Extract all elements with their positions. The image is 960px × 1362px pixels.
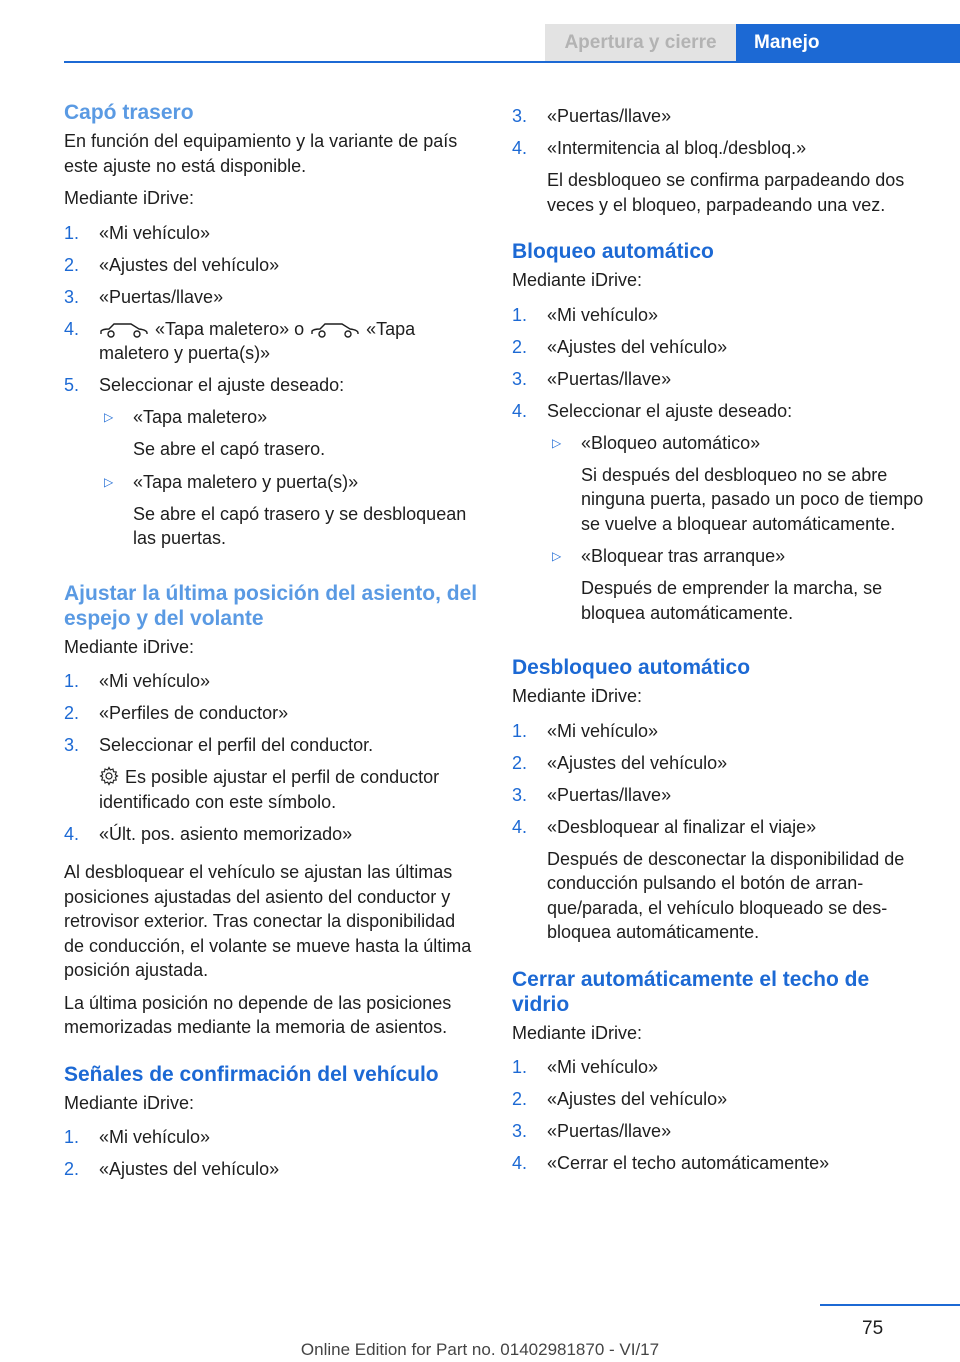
- option-label: «Bloqueo automático»: [581, 432, 761, 453]
- paragraph: Mediante iDrive:: [512, 1022, 643, 1043]
- list-item: [512, 719, 930, 744]
- list-item: [512, 136, 930, 217]
- item-number: 2.: [512, 1089, 528, 1109]
- bullet-item: [99, 470, 479, 551]
- item-number: 1.: [64, 671, 80, 691]
- section-title: Ajustar la última posición del asiento, del espejo y del volante: [64, 581, 478, 630]
- item-text: Seleccionar el ajuste deseado:: [99, 375, 345, 395]
- option-desc: Después de emprender la marcha, se bloquea automáticamente.: [581, 578, 883, 623]
- item-number: 4.: [512, 400, 528, 421]
- paragraph: Mediante iDrive:: [512, 686, 643, 706]
- item-number: 4.: [64, 823, 80, 844]
- item-text: «Puertas/llave»: [99, 286, 224, 307]
- numbered-list: [512, 104, 930, 217]
- list-item: [64, 669, 479, 694]
- item-text: «Cerrar el techo automáticamente»: [547, 1153, 830, 1173]
- item-text: «Mi vehículo»: [547, 304, 659, 325]
- item-body: [547, 815, 930, 945]
- list-item: [512, 751, 930, 776]
- car-side-icon: [310, 321, 360, 339]
- option-desc: Se abre el capó trasero.: [133, 439, 326, 459]
- chapter-tab: Manejo: [736, 24, 960, 61]
- list-item: [512, 815, 930, 945]
- item-text: «Mi vehículo»: [547, 1057, 659, 1077]
- section-title: Bloqueo automático: [512, 240, 714, 263]
- item-text-b: «Tapa maletero y puerta(s)»: [99, 318, 416, 363]
- list-item: [512, 1119, 930, 1144]
- item-body: [99, 733, 479, 814]
- item-number: 2.: [64, 1159, 80, 1179]
- paragraph: Mediante iDrive:: [64, 188, 195, 208]
- item-number: 1.: [64, 1127, 80, 1147]
- item-number: 2.: [64, 254, 80, 275]
- item-text: «Mi vehículo»: [547, 720, 659, 741]
- item-body: [99, 373, 479, 559]
- item-number: 3.: [512, 368, 528, 389]
- edition-note: Online Edition for Part no. 01402981870 - VI/17: [300, 1340, 660, 1359]
- list-item: [512, 399, 930, 634]
- option-label: «Tapa maletero»: [133, 407, 268, 427]
- bullet-item: [547, 431, 930, 537]
- option-label: «Tapa maletero y puerta(s)»: [133, 471, 359, 492]
- list-item: [64, 373, 479, 559]
- section-title: Señales de confirmación del vehículo: [64, 1062, 439, 1086]
- item-note: [99, 765, 479, 814]
- paragraph: Mediante iDrive:: [64, 636, 195, 657]
- section-title: Cerrar automáticamente el techo de vidrio: [512, 967, 870, 1016]
- numbered-list: [512, 719, 930, 945]
- option-desc: Si después del desbloqueo no se abre ninguna puerta, pasado un poco de tiempo se vuelve a bloquear automáticamente.: [581, 464, 924, 534]
- item-number: 2.: [512, 336, 528, 357]
- item-text: «Puertas/llave»: [547, 368, 672, 389]
- item-number: 1.: [512, 1057, 528, 1077]
- header-divider: [64, 61, 960, 63]
- list-item: [64, 317, 479, 366]
- paragraph: La última posición no depende de las posiciones memorizadas mediante la memoria de asientos.: [64, 992, 452, 1037]
- item-note-text: Es posible ajustar el perfil de conductor identificado con este símbolo.: [99, 767, 440, 812]
- numbered-list: [512, 303, 930, 634]
- item-number: 3.: [64, 735, 80, 755]
- list-item: [512, 783, 930, 808]
- item-number: 4.: [64, 318, 80, 339]
- option-desc: Se abre el capó trasero y se desbloquean las puertas.: [133, 503, 467, 548]
- triangle-right-icon: ▷: [552, 549, 562, 563]
- bullet-item: [547, 544, 930, 625]
- triangle-right-icon: ▷: [104, 410, 114, 424]
- paragraph: En función del equipamiento y la variante de país este ajuste no está disponible.: [64, 131, 458, 176]
- paragraph: Al desbloquear el vehículo se ajustan las últimas posiciones ajustadas del asiento del conductor y retrovisor exterior. Tras conectar la disponibilidad de conducción, el volante se mueve hasta la última posición ajustada.: [64, 862, 472, 980]
- item-text: «Intermitencia al bloq./desbloq.»: [547, 138, 807, 158]
- page-number: 75: [862, 1318, 884, 1339]
- item-number: 3.: [64, 286, 80, 307]
- item-number: 1.: [512, 720, 528, 741]
- numbered-list: [64, 669, 479, 846]
- list-item: [64, 822, 479, 847]
- gear-icon: [99, 766, 119, 786]
- item-number: 3.: [512, 1121, 528, 1141]
- item-note: Después de desconectar la disponibilidad de conducción pulsando el botón de arranque/parada, el vehículo bloqueado se desbloquea automáticamente.: [547, 848, 905, 942]
- item-body: [547, 399, 930, 634]
- list-item: [64, 701, 479, 726]
- item-number: 3.: [512, 784, 528, 805]
- item-text: «Perfiles de conductor»: [99, 703, 289, 723]
- section-title: Desbloqueo automático: [512, 656, 751, 679]
- triangle-right-icon: ▷: [104, 474, 114, 489]
- section-tab: Apertura y cierre: [545, 24, 736, 61]
- list-item: [64, 253, 479, 278]
- item-text: [99, 317, 479, 366]
- list-item: [64, 1125, 479, 1150]
- left-column: [64, 100, 479, 1196]
- item-number: 2.: [512, 752, 528, 773]
- page-header: [0, 24, 960, 62]
- item-text: «Mi vehículo»: [99, 671, 211, 691]
- list-item: [512, 1151, 930, 1176]
- section-title: Capó trasero: [64, 101, 194, 124]
- item-number: 4.: [512, 816, 528, 837]
- numbered-list: [64, 221, 479, 559]
- paragraph: Mediante iDrive:: [64, 1092, 195, 1113]
- option-label: «Bloquear tras arranque»: [581, 546, 786, 566]
- item-number: 1.: [64, 222, 80, 243]
- item-number: 5.: [64, 375, 80, 395]
- list-item: [512, 303, 930, 328]
- list-item: [64, 1157, 479, 1182]
- item-text: «Ajustes del vehículo»: [547, 336, 728, 357]
- item-text-a: «Tapa maletero» o: [155, 318, 305, 339]
- numbered-list: [512, 1055, 930, 1176]
- item-text: «Ajustes del vehículo»: [547, 752, 728, 773]
- item-number: 4.: [512, 1153, 528, 1173]
- paragraph: Mediante iDrive:: [512, 270, 643, 290]
- item-text: «Ajustes del vehículo»: [99, 1159, 280, 1179]
- item-text: Seleccionar el ajuste deseado:: [547, 400, 793, 421]
- item-text: «Desbloquear al finalizar el viaje»: [547, 816, 817, 837]
- numbered-list: [64, 1125, 479, 1182]
- right-column: [512, 100, 930, 1190]
- item-text: «Puertas/llave»: [547, 784, 672, 805]
- item-number: 3.: [512, 106, 528, 126]
- bullet-item: [99, 405, 479, 462]
- item-note: El desbloqueo se confirma parpadeando dos veces y el bloqueo, parpadeando una vez.: [547, 170, 905, 215]
- item-text: «Mi vehículo»: [99, 1127, 211, 1147]
- item-number: 1.: [512, 304, 528, 325]
- car-side-icon: [99, 321, 149, 339]
- item-text: «Puertas/llave»: [547, 1121, 672, 1141]
- item-number: 2.: [64, 703, 80, 723]
- list-item: [64, 221, 479, 246]
- item-text: «Ajustes del vehículo»: [547, 1089, 728, 1109]
- list-item: [512, 104, 930, 129]
- item-text: «Ajustes del vehículo»: [99, 254, 280, 275]
- list-item: [64, 285, 479, 310]
- list-item: [512, 367, 930, 392]
- list-item: [512, 1055, 930, 1080]
- bullet-list: [99, 405, 479, 551]
- item-text: «Últ. pos. asiento memorizado»: [99, 823, 353, 844]
- item-number: 4.: [512, 138, 528, 158]
- item-body: [547, 136, 930, 217]
- list-item: [512, 335, 930, 360]
- list-item: [64, 733, 479, 814]
- item-text: «Puertas/llave»: [547, 106, 672, 126]
- item-text: Seleccionar el perfil del conductor.: [99, 735, 374, 755]
- list-item: [512, 1087, 930, 1112]
- item-text: «Mi vehículo»: [99, 222, 211, 243]
- footer-divider: [820, 1304, 960, 1306]
- bullet-list: [547, 431, 930, 626]
- triangle-right-icon: ▷: [552, 435, 562, 450]
